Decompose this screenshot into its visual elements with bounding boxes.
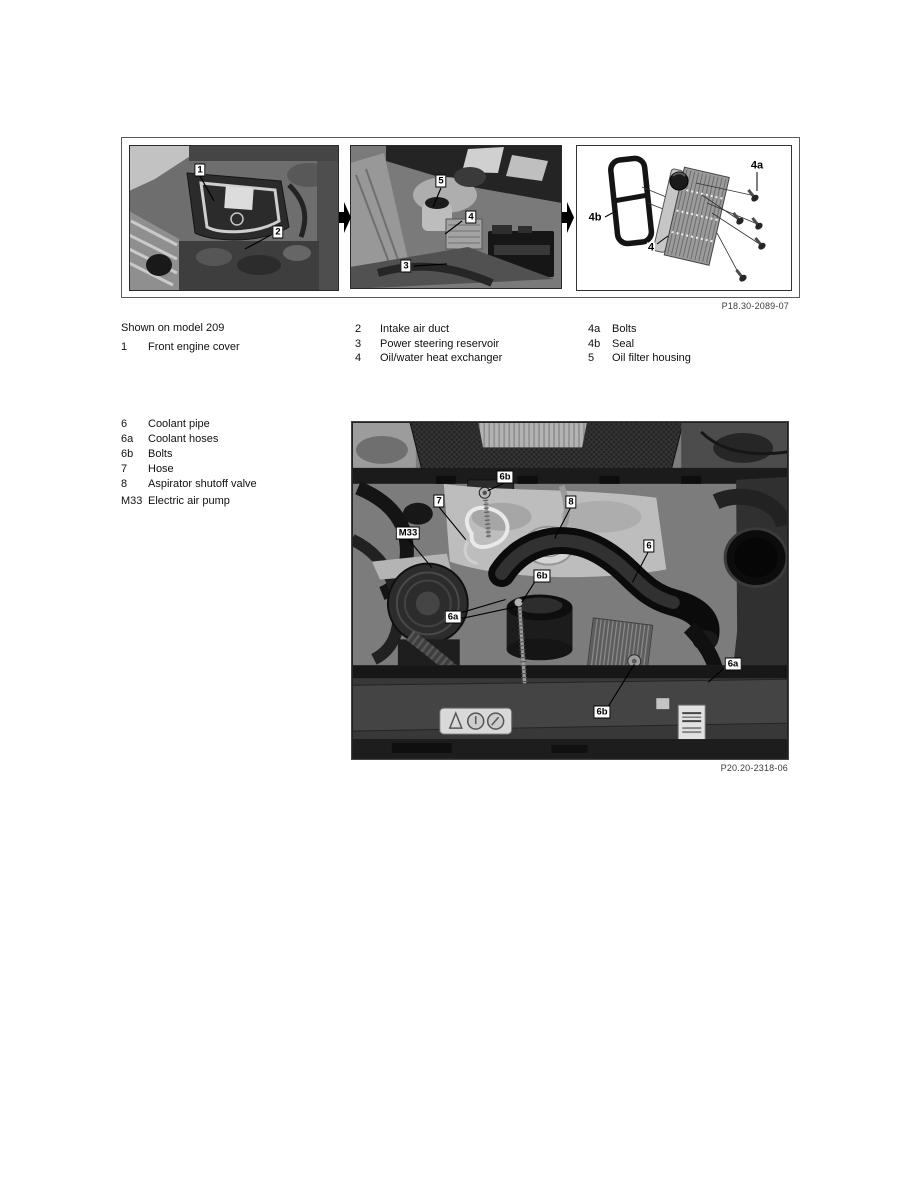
legend-label: Hose bbox=[148, 462, 174, 475]
legend2 bbox=[121, 417, 257, 508]
legend-key: 1 bbox=[121, 341, 128, 353]
legend-label: Front engine cover bbox=[148, 341, 240, 353]
figure1-note: Shown on model 209 bbox=[121, 322, 225, 334]
legend-row bbox=[355, 337, 502, 352]
legend-row bbox=[588, 322, 691, 337]
legend-key: 4a bbox=[588, 323, 601, 335]
callout-3: 3 bbox=[400, 260, 411, 273]
legend-row bbox=[121, 494, 257, 509]
legend-key: 2 bbox=[355, 323, 362, 335]
legend-row bbox=[121, 340, 240, 355]
callout-6a-right: 6a bbox=[725, 658, 742, 671]
legend1-col3 bbox=[588, 322, 691, 366]
callout-6: 6 bbox=[643, 540, 654, 553]
legend-label: Seal bbox=[612, 337, 635, 350]
legend-label: Aspirator shutoff valve bbox=[148, 477, 257, 490]
legend-label: Oil/water heat exchanger bbox=[380, 352, 503, 364]
callout-7: 7 bbox=[433, 495, 444, 508]
legend-label: Oil filter housing bbox=[612, 352, 691, 364]
callout-6b-bottom: 6b bbox=[593, 706, 610, 719]
legend-key: 8 bbox=[121, 477, 128, 490]
legend-key: 3 bbox=[355, 337, 362, 350]
panel1-engine-photo bbox=[129, 145, 339, 291]
legend-label: Intake air duct bbox=[380, 323, 450, 335]
callout-6b-top: 6b bbox=[496, 471, 513, 484]
legend-key: 6a bbox=[121, 432, 134, 445]
callout-6a-left: 6a bbox=[445, 611, 462, 624]
callout-4: 4 bbox=[465, 211, 476, 224]
legend-key: 4b bbox=[588, 337, 601, 350]
legend-row bbox=[355, 351, 502, 366]
label-4a: 4a bbox=[750, 159, 764, 172]
legend-label: Power steering reservoir bbox=[380, 337, 500, 350]
legend-row bbox=[355, 322, 502, 337]
right-arrow-icon bbox=[562, 202, 574, 233]
legend-key: 4 bbox=[355, 352, 362, 364]
legend-key: 6b bbox=[121, 447, 134, 460]
legend1-col2 bbox=[355, 322, 502, 366]
figure2-caption: P20.20-2318-06 bbox=[720, 763, 788, 773]
label-4: 4 bbox=[647, 241, 655, 254]
legend-label: Bolts bbox=[148, 447, 173, 460]
figure1-box bbox=[121, 137, 800, 298]
legend-label: Coolant pipe bbox=[148, 418, 210, 430]
callout-2: 2 bbox=[272, 226, 283, 239]
legend-row bbox=[121, 447, 257, 462]
figure2-engine-photo bbox=[352, 422, 788, 759]
legend-row bbox=[121, 462, 257, 477]
legend-row bbox=[121, 477, 257, 492]
panel2-engine-photo bbox=[350, 145, 562, 289]
callout-m33: M33 bbox=[396, 527, 420, 540]
legend-key: 5 bbox=[588, 352, 595, 364]
callout-8: 8 bbox=[565, 496, 576, 509]
legend-row bbox=[588, 351, 691, 366]
callout-5: 5 bbox=[435, 175, 446, 188]
callout-6b-mid: 6b bbox=[533, 570, 550, 583]
legend-row bbox=[121, 417, 257, 432]
legend-key: 7 bbox=[121, 462, 128, 475]
legend-label: Coolant hoses bbox=[148, 432, 219, 445]
figure2-box bbox=[351, 421, 789, 760]
callout-1: 1 bbox=[194, 164, 205, 177]
legend1-col1 bbox=[121, 340, 240, 355]
legend-key: 6 bbox=[121, 418, 128, 430]
legend-row bbox=[121, 432, 257, 447]
legend-key: M33 bbox=[121, 494, 143, 507]
figure1-caption: P18.30-2089-07 bbox=[721, 301, 789, 311]
legend-label: Bolts bbox=[612, 323, 637, 335]
legend-row bbox=[588, 337, 691, 352]
legend-label: Electric air pump bbox=[148, 494, 230, 507]
label-4b: 4b bbox=[588, 211, 602, 224]
